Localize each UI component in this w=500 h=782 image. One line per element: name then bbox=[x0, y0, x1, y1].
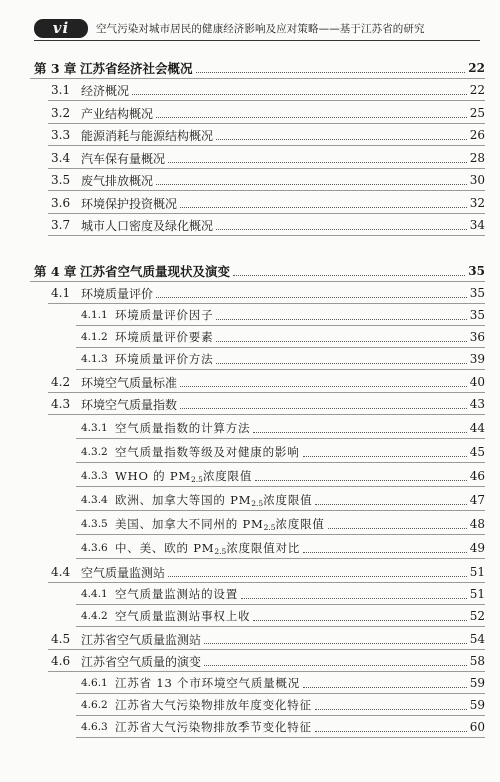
toc-page-number: 59 bbox=[469, 676, 485, 690]
toc-subsection-entry[interactable] bbox=[81, 514, 485, 534]
toc-entry-title: 产业结构概况 bbox=[81, 106, 154, 121]
dot-leader bbox=[156, 297, 467, 298]
toc-page-number: 22 bbox=[468, 61, 485, 75]
row-divider bbox=[76, 510, 485, 511]
row-divider bbox=[48, 213, 485, 214]
toc-entry-title: 环境空气质量指数 bbox=[81, 397, 178, 412]
toc-entry-title bbox=[115, 540, 300, 556]
dot-leader bbox=[303, 456, 467, 457]
toc-subsection-entry[interactable] bbox=[81, 717, 485, 737]
toc-entry-title: 空气质量监测站的设置 bbox=[115, 587, 238, 601]
toc-entry-title: 环境质量评价要素 bbox=[115, 330, 214, 344]
dot-leader bbox=[253, 432, 466, 433]
dot-leader bbox=[216, 363, 466, 364]
toc-subsection-entry[interactable] bbox=[81, 442, 485, 462]
toc-entry-number: 4.6.1 bbox=[81, 677, 108, 689]
dot-leader bbox=[216, 319, 466, 320]
row-divider bbox=[48, 582, 485, 583]
row-divider bbox=[48, 414, 485, 415]
toc-page-number: 39 bbox=[469, 352, 485, 366]
dot-leader bbox=[204, 665, 467, 666]
toc-subsection-entry[interactable] bbox=[81, 490, 485, 510]
toc-entry-number: 4.1.3 bbox=[81, 353, 108, 365]
toc-entry-number: 4.4 bbox=[51, 565, 71, 579]
row-divider bbox=[76, 604, 485, 605]
row-divider bbox=[30, 78, 485, 79]
dot-leader bbox=[241, 598, 467, 599]
dot-leader bbox=[180, 207, 467, 208]
dot-leader bbox=[303, 552, 467, 553]
toc-subsection-entry[interactable] bbox=[81, 327, 485, 347]
toc-entry-title-text: 浓度限值 bbox=[275, 517, 325, 531]
toc-section-entry[interactable] bbox=[51, 193, 485, 213]
toc-entry-number: 3.4 bbox=[51, 151, 71, 165]
toc-entry-number: 4.4.1 bbox=[81, 588, 108, 600]
toc-entry-number: 第 3 章 bbox=[34, 61, 77, 76]
row-divider bbox=[48, 100, 485, 101]
toc-page-number: 52 bbox=[469, 609, 485, 623]
toc-entry-title-text: 浓度限值 bbox=[202, 469, 253, 483]
page-number-badge: vi bbox=[34, 19, 88, 38]
toc-page-number: 60 bbox=[469, 720, 485, 734]
toc-page-number: 43 bbox=[469, 397, 485, 411]
row-divider bbox=[48, 190, 485, 191]
toc-page-number: 30 bbox=[469, 173, 485, 187]
toc-entry-number: 3.7 bbox=[51, 218, 71, 232]
row-divider bbox=[48, 235, 485, 236]
header-rule bbox=[34, 40, 480, 41]
toc-chapter-entry[interactable] bbox=[34, 261, 485, 281]
running-header bbox=[34, 19, 480, 41]
toc-entry-number: 3.6 bbox=[51, 196, 71, 210]
toc-section-entry[interactable] bbox=[51, 394, 485, 414]
row-divider bbox=[48, 392, 485, 393]
row-divider bbox=[76, 438, 485, 439]
toc-entry-number: 4.3 bbox=[51, 397, 71, 411]
row-divider bbox=[76, 715, 485, 716]
toc-entry-title: 江苏省 13 个市环境空气质量概况 bbox=[115, 676, 301, 690]
toc-entry-title: 空气质量指数的计算方法 bbox=[115, 421, 251, 435]
toc-entry-subscript: 2.5 bbox=[263, 523, 276, 532]
row-divider bbox=[48, 168, 485, 169]
toc-entry-title: 环境质量评价方法 bbox=[115, 352, 214, 366]
toc-page-number: 40 bbox=[469, 375, 485, 389]
toc-section-entry[interactable] bbox=[51, 629, 485, 649]
row-divider bbox=[76, 347, 485, 348]
toc-page-number: 36 bbox=[469, 330, 485, 344]
toc-section-entry[interactable] bbox=[51, 125, 485, 145]
toc-entry-title: 江苏省大气污染物排放季节变化特征 bbox=[115, 720, 312, 734]
toc-entry-title bbox=[115, 516, 325, 532]
toc-chapter-entry[interactable] bbox=[34, 58, 485, 78]
toc-entry-title-text: WHO 的 PM bbox=[115, 469, 192, 483]
toc-entry-title bbox=[115, 468, 252, 484]
toc-section-entry[interactable] bbox=[51, 372, 485, 392]
toc-entry-number: 第 4 章 bbox=[34, 264, 77, 279]
toc-entry-title-text: 浓度限值 bbox=[263, 493, 313, 507]
toc-entry-number: 4.3.5 bbox=[81, 518, 108, 530]
dot-leader bbox=[156, 184, 467, 185]
toc-entry-number: 4.3.6 bbox=[81, 542, 108, 554]
toc-entry-number: 4.3.2 bbox=[81, 446, 108, 458]
row-divider bbox=[48, 123, 485, 124]
dot-leader bbox=[315, 504, 466, 505]
toc-page-number: 49 bbox=[469, 541, 485, 555]
toc-entry-number: 4.3.4 bbox=[81, 494, 108, 506]
toc-page-number: 46 bbox=[469, 469, 485, 483]
toc-section-entry[interactable] bbox=[51, 103, 485, 123]
toc-entry-number: 4.2 bbox=[51, 375, 71, 389]
toc-entry-title bbox=[115, 492, 312, 508]
toc-entry-title: 江苏省空气质量的演变 bbox=[81, 654, 202, 669]
toc-page-number: 28 bbox=[469, 151, 485, 165]
toc-page-number: 26 bbox=[469, 128, 485, 142]
dot-leader bbox=[196, 72, 466, 73]
toc-entry-number: 4.1 bbox=[51, 286, 71, 300]
dot-leader bbox=[328, 528, 467, 529]
toc-entry-title-text: 欧洲、加拿大等国的 PM bbox=[115, 493, 252, 507]
toc-page-number: 51 bbox=[469, 565, 485, 579]
toc-entry-number: 4.4.2 bbox=[81, 610, 108, 622]
toc-page-number: 35 bbox=[468, 264, 485, 278]
dot-leader bbox=[168, 162, 467, 163]
toc-page-number: 58 bbox=[469, 654, 485, 668]
dot-leader bbox=[216, 139, 467, 140]
toc-entry-title: 空气质量监测站事权上收 bbox=[115, 609, 251, 623]
toc-page-number: 32 bbox=[469, 196, 485, 210]
row-divider bbox=[76, 693, 485, 694]
toc-page-number: 25 bbox=[469, 106, 485, 120]
row-divider bbox=[76, 325, 485, 326]
toc-entry-number: 3.3 bbox=[51, 128, 71, 142]
toc-page-number: 47 bbox=[469, 493, 485, 507]
row-divider bbox=[76, 626, 485, 627]
row-divider bbox=[30, 281, 485, 282]
row-divider bbox=[76, 534, 485, 535]
toc-entry-title: 环境保护投资概况 bbox=[81, 196, 178, 211]
dot-leader bbox=[315, 731, 467, 732]
row-divider bbox=[76, 486, 485, 487]
row-divider bbox=[76, 558, 485, 559]
dot-leader bbox=[253, 620, 466, 621]
row-divider bbox=[76, 369, 485, 370]
toc-entry-number: 4.1.1 bbox=[81, 309, 108, 321]
toc-entry-number: 3.5 bbox=[51, 173, 71, 187]
toc-section-entry[interactable] bbox=[51, 148, 485, 168]
toc-subsection-entry[interactable] bbox=[81, 606, 485, 626]
toc-entry-subscript: 2.5 bbox=[214, 547, 227, 556]
toc-entry-title: 城市人口密度及绿化概况 bbox=[81, 218, 214, 233]
toc-page-number: 59 bbox=[469, 698, 485, 712]
dot-leader bbox=[233, 275, 465, 276]
toc-entry-number: 3.1 bbox=[51, 83, 71, 97]
toc-entry-title: 环境质量评价 bbox=[81, 286, 154, 301]
toc-entry-number: 4.3.1 bbox=[81, 422, 108, 434]
dot-leader bbox=[168, 576, 467, 577]
toc-subsection-entry[interactable] bbox=[81, 695, 485, 715]
toc-entry-title: 江苏省空气质量现状及演变 bbox=[80, 264, 231, 279]
toc-entry-number: 4.3.3 bbox=[81, 470, 108, 482]
row-divider bbox=[76, 737, 485, 738]
toc-page-number: 22 bbox=[469, 83, 485, 97]
dot-leader bbox=[315, 709, 467, 710]
toc-subsection-entry[interactable] bbox=[81, 584, 485, 604]
toc-entry-title: 经济概况 bbox=[81, 83, 130, 98]
toc-page-number: 54 bbox=[469, 632, 485, 646]
toc-entry-title: 空气质量指数等级及对健康的影响 bbox=[115, 445, 300, 459]
dot-leader bbox=[255, 480, 467, 481]
toc-entry-title: 汽车保有量概况 bbox=[81, 151, 166, 166]
dot-leader bbox=[204, 643, 467, 644]
toc-entry-title-text: 中、美、欧的 PM bbox=[115, 541, 215, 555]
dot-leader bbox=[132, 94, 467, 95]
toc-entry-title: 废气排放概况 bbox=[81, 173, 154, 188]
toc-page-number: 48 bbox=[469, 517, 485, 531]
dot-leader bbox=[156, 117, 467, 118]
toc-entry-title: 空气质量监测站 bbox=[81, 565, 166, 580]
dot-leader bbox=[180, 386, 467, 387]
row-divider bbox=[76, 462, 485, 463]
toc-section-entry[interactable] bbox=[51, 170, 485, 190]
toc-entry-title-text: 美国、加拿大不同州的 PM bbox=[115, 517, 264, 531]
running-title: 空气污染对城市居民的健康经济影响及应对策略——基于江苏省的研究 bbox=[96, 23, 425, 35]
toc-section-entry[interactable] bbox=[51, 651, 485, 671]
toc-section-entry[interactable] bbox=[51, 562, 485, 582]
toc-subsection-entry[interactable] bbox=[81, 305, 485, 325]
toc-subsection-entry[interactable] bbox=[81, 538, 485, 558]
toc-page-number: 34 bbox=[469, 218, 485, 232]
toc-page-number: 51 bbox=[469, 587, 485, 601]
toc-entry-subscript: 2.5 bbox=[191, 475, 203, 484]
toc-page-number: 45 bbox=[469, 445, 485, 459]
toc-entry-number: 3.2 bbox=[51, 106, 71, 120]
toc-entry-title: 环境质量评价因子 bbox=[115, 308, 214, 322]
toc-entry-title: 江苏省经济社会概况 bbox=[80, 61, 193, 76]
row-divider bbox=[48, 649, 485, 650]
toc-entry-title: 环境空气质量标准 bbox=[81, 375, 178, 390]
toc-entry-title-text: 浓度限值对比 bbox=[226, 541, 301, 555]
dot-leader bbox=[303, 687, 467, 688]
dot-leader bbox=[180, 408, 467, 409]
toc-page-number: 35 bbox=[469, 286, 485, 300]
toc-entry-number: 4.6 bbox=[51, 654, 71, 668]
toc-subsection-entry[interactable] bbox=[81, 673, 485, 693]
toc-subsection-entry[interactable] bbox=[81, 418, 485, 438]
toc-entry-subscript: 2.5 bbox=[251, 499, 264, 508]
toc-page-number: 35 bbox=[469, 308, 485, 322]
toc-entry-number: 4.5 bbox=[51, 632, 71, 646]
toc-entry-number: 4.1.2 bbox=[81, 331, 108, 343]
toc-subsection-entry[interactable] bbox=[81, 349, 485, 369]
toc-entry-number: 4.6.3 bbox=[81, 721, 108, 733]
toc-entry-title: 江苏省空气质量监测站 bbox=[81, 632, 202, 647]
toc-entry-title: 江苏省大气污染物排放年度变化特征 bbox=[115, 698, 312, 712]
row-divider bbox=[48, 145, 485, 146]
dot-leader bbox=[216, 229, 467, 230]
toc-section-entry[interactable] bbox=[51, 80, 485, 100]
toc-section-entry[interactable] bbox=[51, 283, 485, 303]
row-divider bbox=[48, 671, 485, 672]
row-divider bbox=[48, 303, 485, 304]
toc-entry-number: 4.6.2 bbox=[81, 699, 108, 711]
toc-section-entry[interactable] bbox=[51, 215, 485, 235]
toc-entry-title: 能源消耗与能源结构概况 bbox=[81, 128, 214, 143]
toc-subsection-entry[interactable] bbox=[81, 466, 485, 486]
toc-page-number: 44 bbox=[469, 421, 485, 435]
dot-leader bbox=[216, 341, 466, 342]
